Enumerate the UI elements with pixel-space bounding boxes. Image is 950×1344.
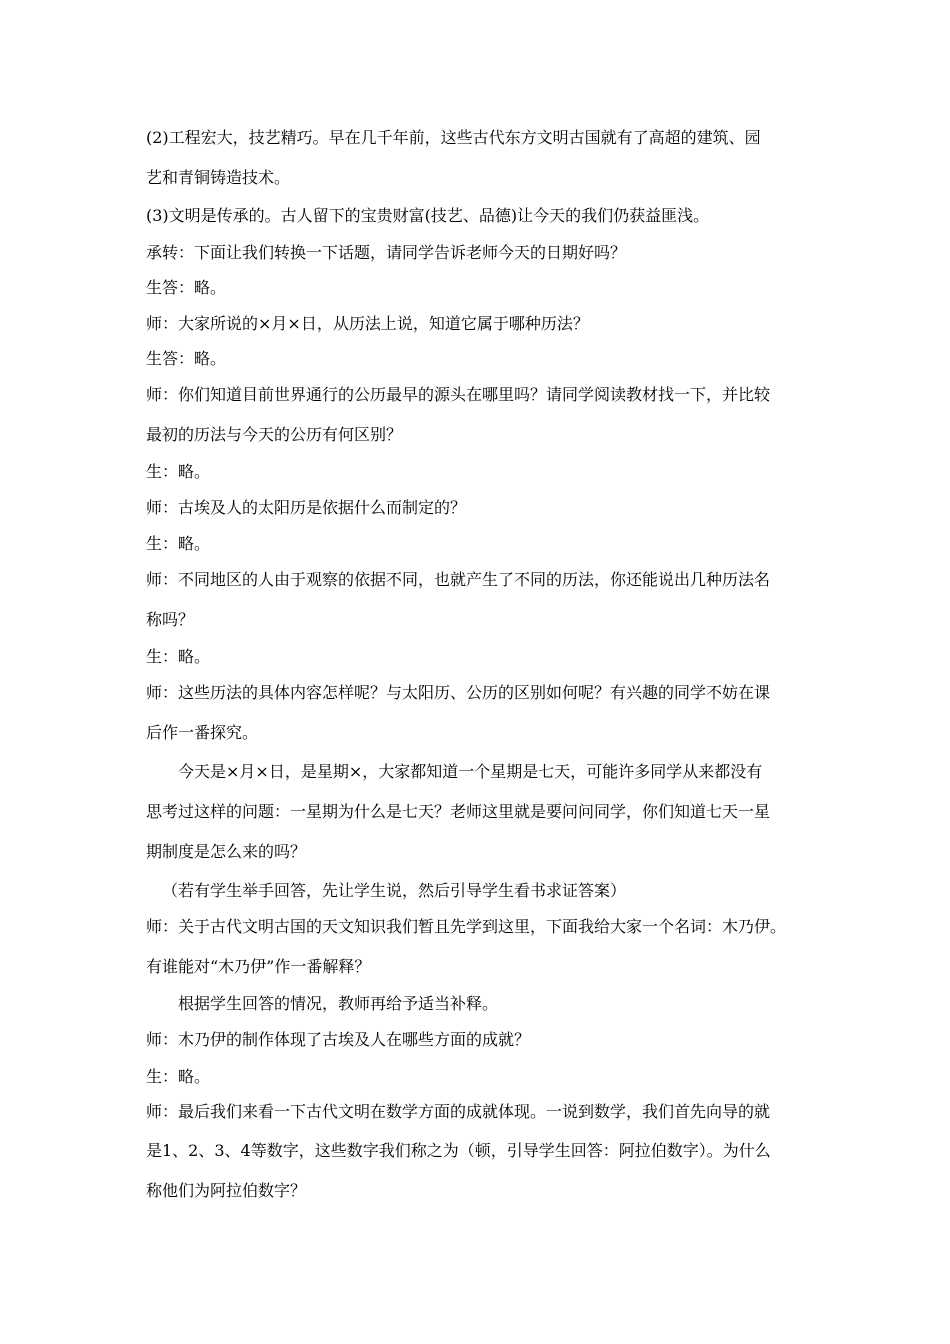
paragraph-line: 师：木乃伊的制作体现了古埃及人在哪些方面的成就？ <box>146 1030 531 1049</box>
paragraph-line: 根据学生回答的情况，教师再给予适当补释。 <box>178 994 499 1013</box>
paragraph-line: 生：略。 <box>146 1067 211 1086</box>
paragraph-line: 师：你们知道目前世界通行的公历最早的源头在哪里吗？请同学阅读教材找一下，并比较 <box>146 385 771 404</box>
paragraph-line: 承转：下面让我们转换一下话题，请同学告诉老师今天的日期好吗？ <box>146 243 627 262</box>
paragraph-line: 生：略。 <box>146 534 211 553</box>
paragraph-line: 是1、2、3、4等数字，这些数字我们称之为（顿，引导学生回答：阿拉伯数字）。为什么 <box>146 1141 771 1160</box>
paragraph-line: 生答：略。 <box>146 349 227 368</box>
paragraph-line: 最初的历法与今天的公历有何区别？ <box>146 425 403 444</box>
paragraph-line: 今天是×月×日，是星期×，大家都知道一个星期是七天，可能许多同学从来都没有 <box>178 762 763 781</box>
paragraph-line: 思考过这样的问题：一星期为什么是七天？老师这里就是要问问同学，你们知道七天一星 <box>146 802 771 821</box>
paragraph-line: 有谁能对“木乃伊”作一番解释？ <box>146 957 371 976</box>
paragraph-line: 称他们为阿拉伯数字？ <box>146 1181 307 1200</box>
paragraph-line: 师：最后我们来看一下古代文明在数学方面的成就体现。一说到数学，我们首先向导的就 <box>146 1102 771 1121</box>
paragraph-line: 称吗？ <box>146 610 195 629</box>
paragraph-line: 期制度是怎么来的吗？ <box>146 842 307 861</box>
paragraph-line: 师：这些历法的具体内容怎样呢？与太阳历、公历的区别如何呢？有兴趣的同学不妨在课 <box>146 683 771 702</box>
paragraph-line: 生：略。 <box>146 647 211 666</box>
paragraph-line: (2)工程宏大，技艺精巧。早在几千年前，这些古代东方文明古国就有了高超的建筑、园 <box>146 128 761 147</box>
paragraph-line: 生：略。 <box>146 462 211 481</box>
paragraph-line: 师：古埃及人的太阳历是依据什么而制定的？ <box>146 498 467 517</box>
paragraph-line: 生答：略。 <box>146 278 227 297</box>
paragraph-line: (3)文明是传承的。古人留下的宝贵财富(技艺、品德)让今天的我们仍获益匪浅。 <box>146 206 710 225</box>
paragraph-line: 师：关于古代文明古国的天文知识我们暂且先学到这里，下面我给大家一个名词：木乃伊。 <box>146 917 787 936</box>
paragraph-line: （若有学生举手回答，先让学生说，然后引导学生看书求证答案） <box>162 881 627 900</box>
paragraph-line: 后作一番探究。 <box>146 723 259 742</box>
paragraph-line: 艺和青铜铸造技术。 <box>146 168 291 187</box>
paragraph-line: 师：不同地区的人由于观察的依据不同，也就产生了不同的历法，你还能说出几种历法名 <box>146 570 771 589</box>
paragraph-line: 师：大家所说的×月×日，从历法上说，知道它属于哪种历法？ <box>146 314 589 333</box>
